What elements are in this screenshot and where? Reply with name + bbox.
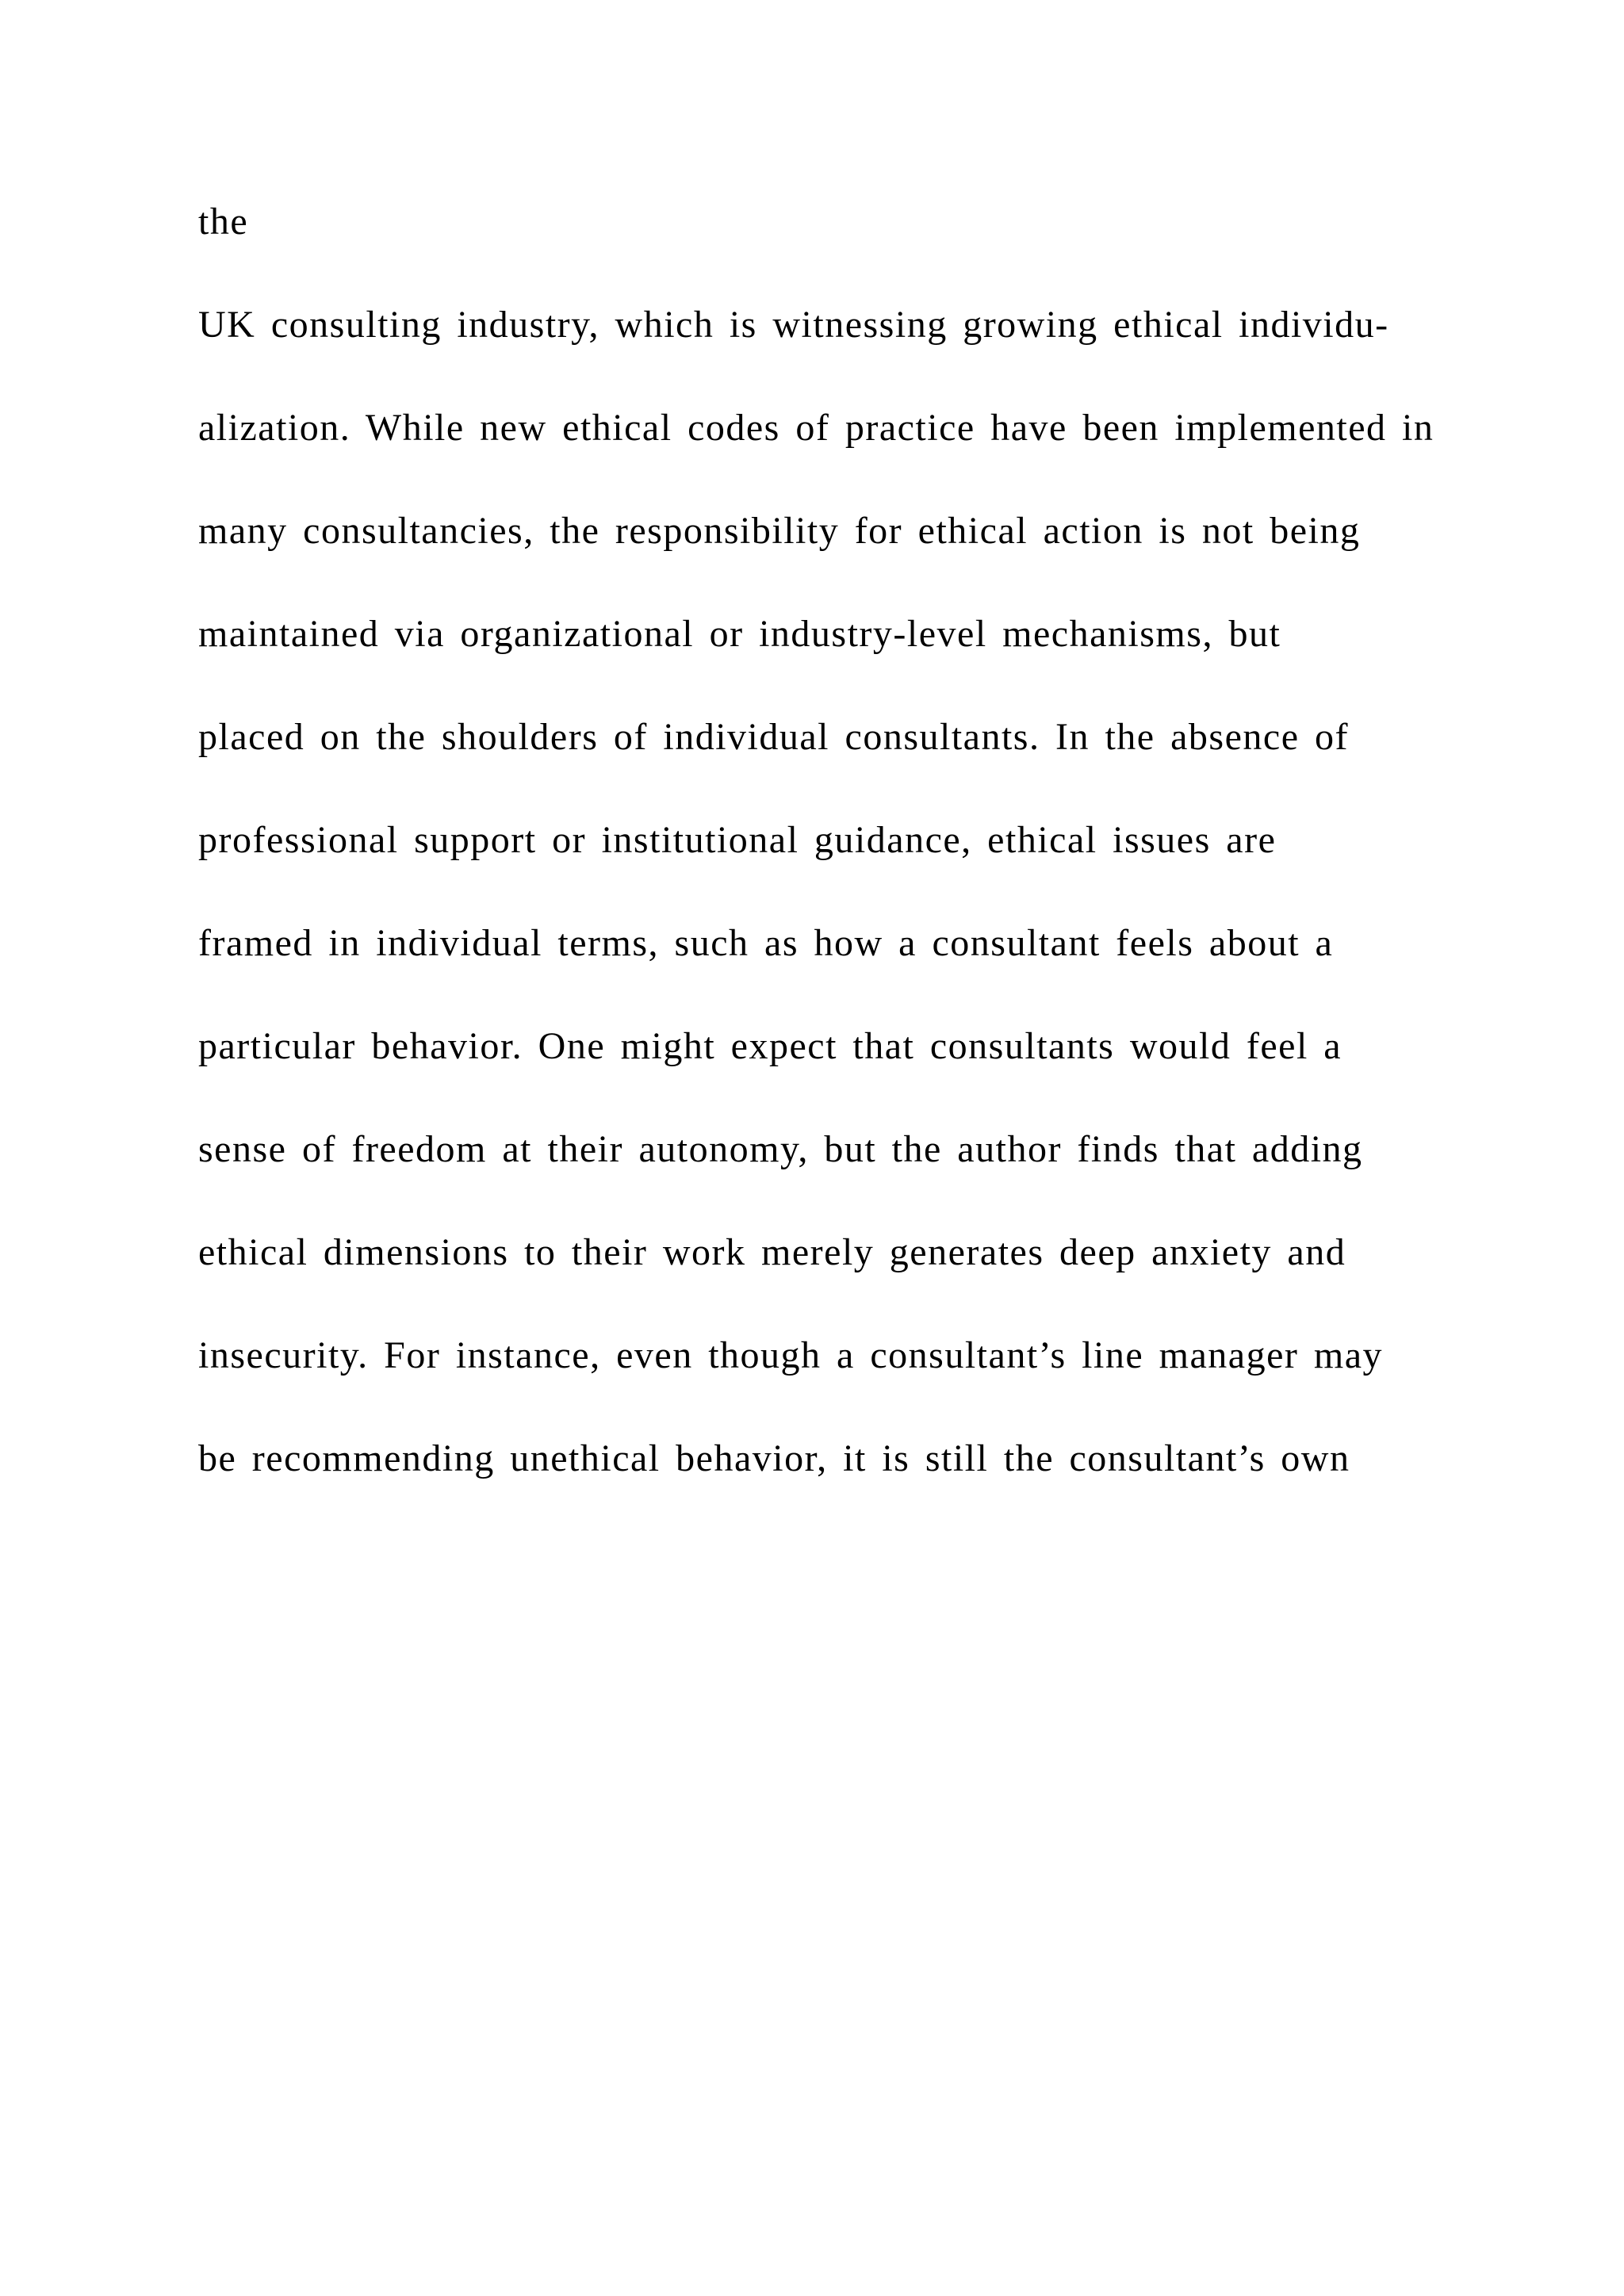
paragraph-line: ethical dimensions to their work merely generates deep anxiety and [198, 1231, 1346, 1273]
paragraph-line: particular behavior. One might expect that consultants would feel a [198, 1025, 1342, 1067]
paragraph-line: insecurity. For instance, even though a consultant’s line manager may [198, 1334, 1384, 1376]
paragraph-line: many consultancies, the responsibility for ethical action is not being [198, 510, 1361, 552]
paragraph-line: maintained via organizational or industry-level mechanisms, but [198, 613, 1281, 655]
paragraph-line: placed on the shoulders of individual consultants. In the absence of [198, 716, 1349, 758]
body-text [198, 197, 1451, 1536]
paragraph-line: be recommending unethical behavior, it is still the consultant’s own [198, 1437, 1350, 1479]
paragraph-line: the [198, 201, 249, 243]
paragraph-line: professional support or institutional guidance, ethical issues are [198, 819, 1277, 861]
paragraph-line: UK consulting industry, which is witnessing growing ethical individu- [198, 304, 1389, 346]
paragraph-line: alization. While new ethical codes of practice have been implemented in [198, 407, 1434, 449]
paragraph-line: sense of freedom at their autonomy, but the author finds that adding [198, 1128, 1363, 1170]
paragraph-line: framed in individual terms, such as how a consultant feels about a [198, 922, 1334, 964]
